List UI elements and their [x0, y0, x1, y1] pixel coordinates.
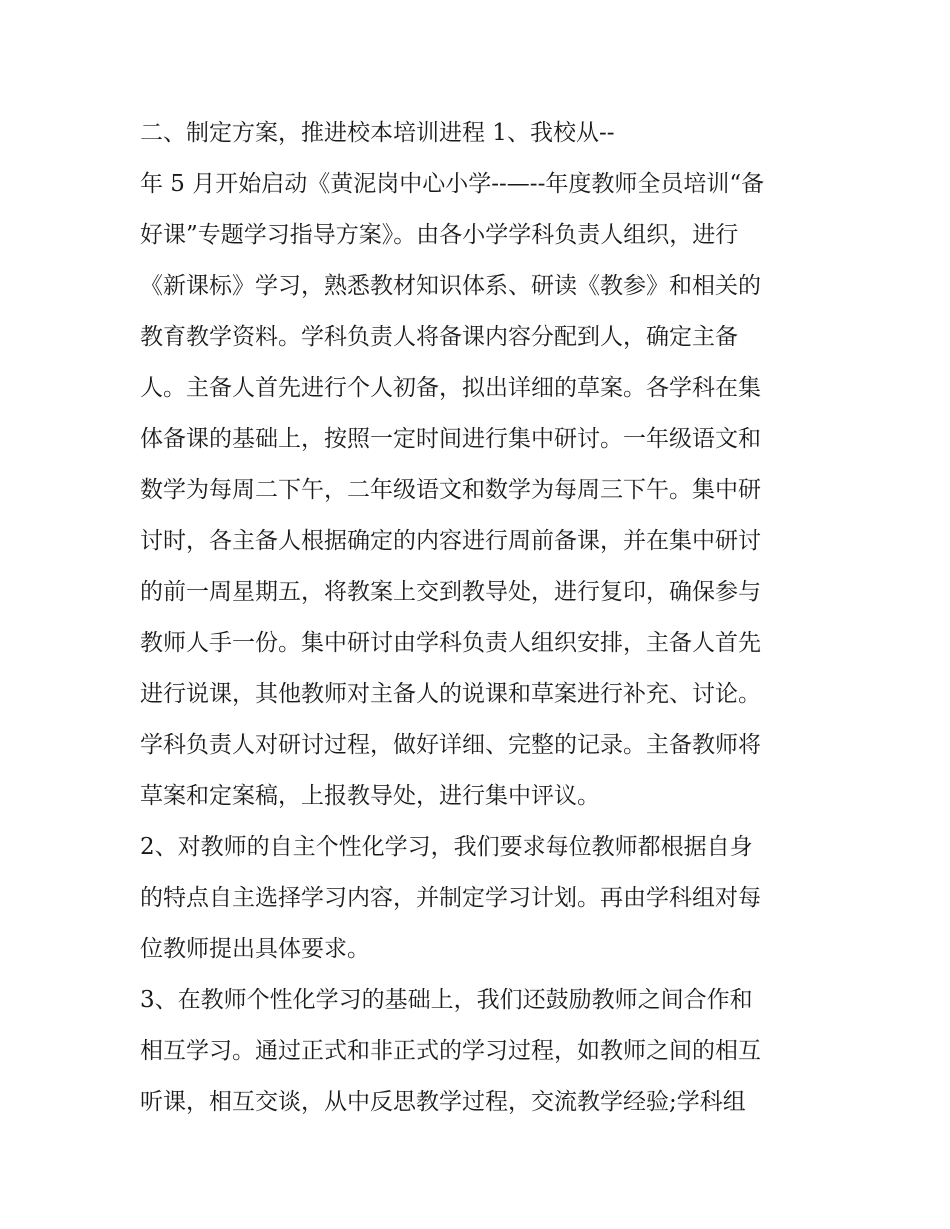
text-line: 人。主备人首先进行个人初备，拟出详细的草案。各学科在集 [140, 375, 761, 401]
text-line: 位教师提出具体要求。 [140, 936, 370, 962]
text-line: 的特点自主选择学习内容，并制定学习计划。再由学科组对每 [140, 885, 761, 911]
text-line: 草案和定案稿，上报教导处，进行集中评议。 [140, 783, 600, 809]
text-line: 相互学习。通过正式和非正式的学习过程，如教师之间的相互 [140, 1038, 761, 1064]
text-line: 的前一周星期五，将教案上交到教导处，进行复印，确保参与 [140, 579, 761, 605]
text-line: 教师人手一份。集中研讨由学科负责人组织安排，主备人首先 [140, 630, 761, 656]
text-line: 3、在教师个性化学习的基础上，我们还鼓励教师之间合作和 [140, 987, 753, 1013]
text-line: 二、制定方案，推进校本培训进程 1、我校从-- [140, 120, 615, 146]
text-line: 体备课的基础上，按照一定时间进行集中研讨。一年级语文和 [140, 426, 761, 452]
text-line: 教育教学资料。学科负责人将备课内容分配到人，确定主备 [140, 324, 738, 350]
text-line: 学科负责人对研讨过程，做好详细、完整的记录。主备教师将 [140, 732, 761, 758]
text-line: 年 5 月开始启动《黄泥岗中心小学--—--年度教师全员培训“备 [140, 171, 765, 197]
text-line: 进行说课，其他教师对主备人的说课和草案进行补充、讨论。 [140, 681, 761, 707]
text-line: 数学为每周二下午，二年级语文和数学为每周三下午。集中研 [140, 477, 761, 503]
text-line: 《新课标》学习，熟悉教材知识体系、研读《教参》和相关的 [140, 273, 761, 299]
text-line: 听课，相互交谈，从中反思教学过程，交流教学经验;学科组 [140, 1089, 746, 1115]
document-body [140, 108, 830, 1128]
text-line: 好课”专题学习指导方案》。由各小学学科负责人组织，进行 [140, 222, 739, 248]
text-line: 2、对教师的自主个性化学习，我们要求每位教师都根据自身 [140, 834, 753, 860]
text-line: 讨时，各主备人根据确定的内容进行周前备课，并在集中研讨 [140, 528, 761, 554]
